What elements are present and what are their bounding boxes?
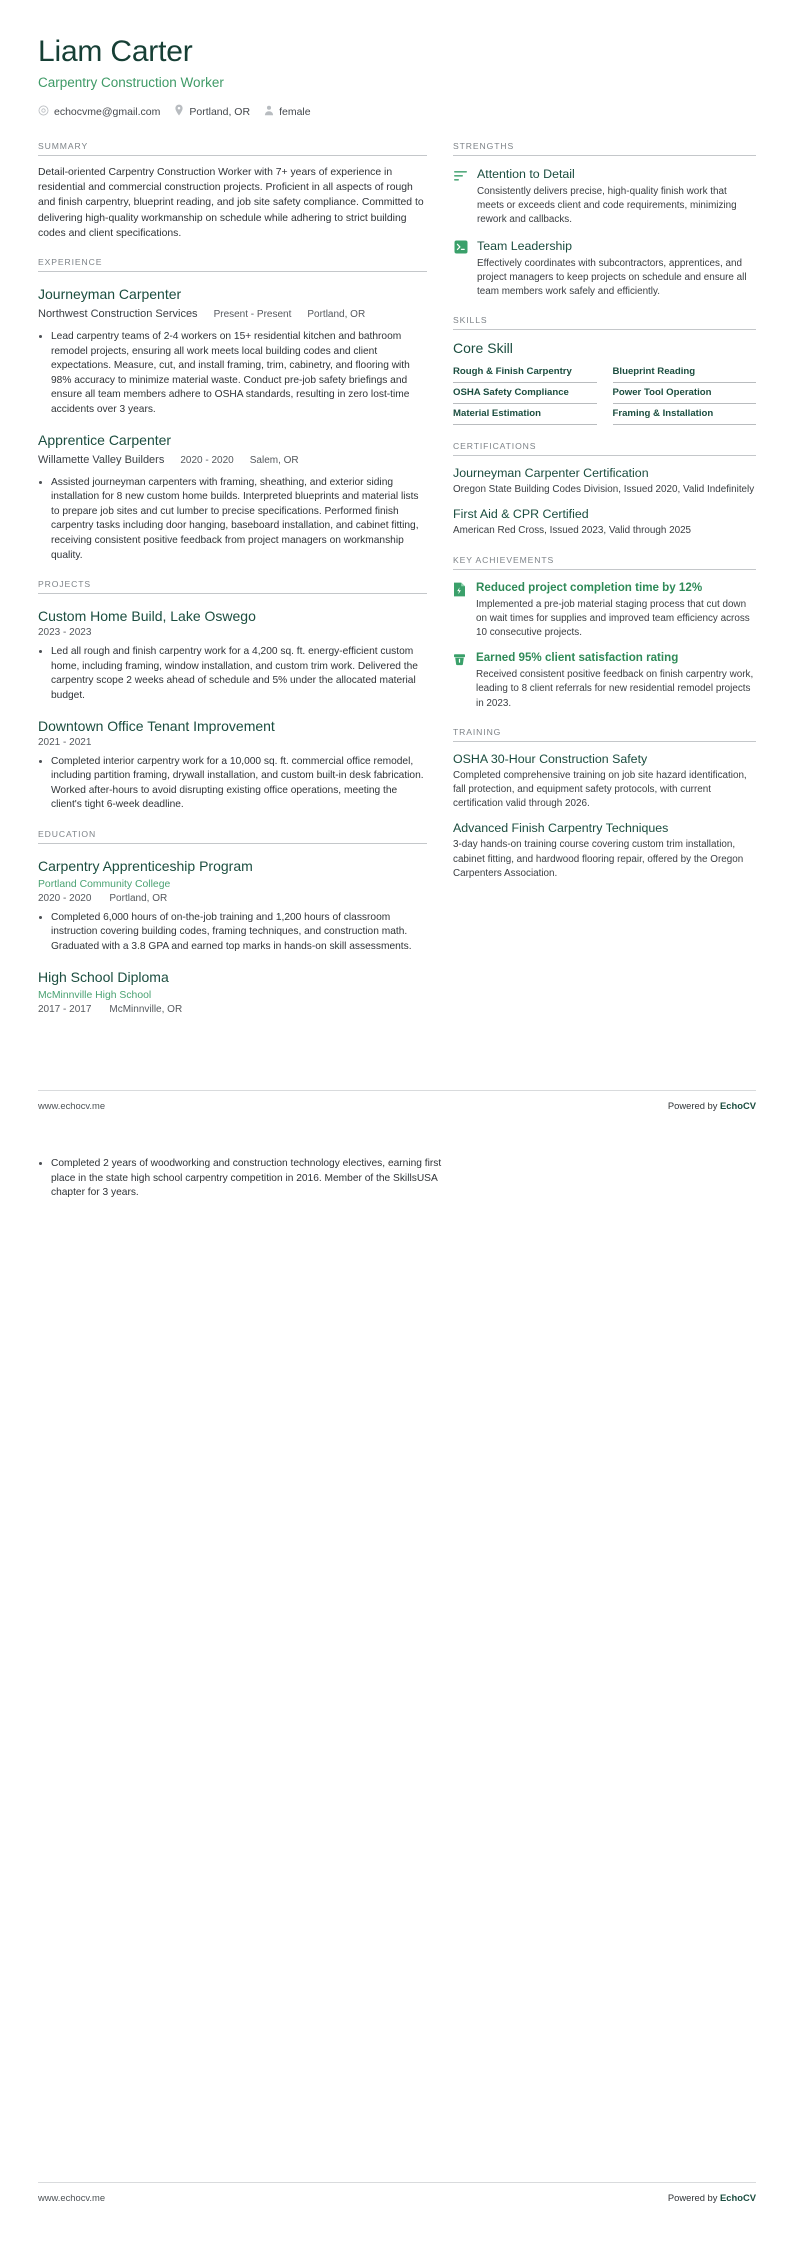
education-section-label: EDUCATION bbox=[38, 828, 97, 839]
training-body: Completed comprehensive training on job site hazard identification, fall protection, and equipment safety protocols, with current certification valid through 2026. bbox=[453, 769, 747, 810]
skill-chip: Power Tool Operation bbox=[613, 383, 757, 404]
training-title: Advanced Finish Carpentry Techniques bbox=[453, 821, 669, 836]
skill-chip: OSHA Safety Compliance bbox=[453, 383, 597, 404]
education-bullets bbox=[38, 910, 427, 955]
strength-body: Consistently delivers precise, high-quality finish work that meets or exceeds client and code requirements, minimizing rework and callbacks. bbox=[477, 186, 737, 226]
divider bbox=[38, 271, 427, 272]
section-experience bbox=[38, 257, 427, 563]
experience-entry bbox=[38, 431, 427, 564]
section-key-achievements bbox=[453, 555, 756, 711]
divider bbox=[453, 455, 756, 456]
experience-meta bbox=[38, 306, 427, 323]
skill-chip-row bbox=[453, 383, 756, 404]
contact-location-text: Portland, OR bbox=[189, 105, 251, 118]
divider bbox=[453, 329, 756, 330]
projects-section-label: PROJECTS bbox=[38, 579, 92, 590]
section-certifications bbox=[453, 441, 756, 538]
contact-gender bbox=[264, 105, 311, 119]
terminal-badge-icon bbox=[453, 240, 468, 255]
contact-row bbox=[38, 104, 756, 119]
divider bbox=[453, 569, 756, 570]
section-education bbox=[38, 829, 427, 1015]
divider bbox=[453, 155, 756, 156]
training-title: OSHA 30-Hour Construction Safety bbox=[453, 751, 648, 766]
experience-location: Portland, OR bbox=[307, 309, 366, 321]
email-icon bbox=[38, 105, 49, 119]
project-entry bbox=[38, 607, 427, 703]
education-bullets-continued bbox=[38, 1156, 458, 1201]
contact-email bbox=[38, 105, 160, 119]
experience-meta bbox=[38, 452, 427, 469]
skill-chip-row bbox=[453, 362, 756, 383]
divider bbox=[38, 593, 427, 594]
footer-powered-prefix: Powered by bbox=[667, 2192, 721, 2203]
experience-section-label: EXPERIENCE bbox=[38, 257, 103, 268]
lines-list-icon bbox=[453, 168, 468, 183]
candidate-name: Liam Carter bbox=[38, 35, 193, 68]
skills-section-label: SKILLS bbox=[453, 315, 488, 326]
experience-location: Salem, OR bbox=[249, 454, 299, 466]
project-bullets bbox=[38, 644, 427, 703]
certifications-section-label: CERTIFICATIONS bbox=[453, 441, 537, 452]
footer-powered-prefix: Powered by bbox=[667, 1100, 721, 1111]
experience-company: Northwest Construction Services bbox=[38, 308, 198, 321]
section-strengths bbox=[453, 141, 756, 299]
certification-item bbox=[453, 506, 756, 538]
skill-chip-grid bbox=[453, 362, 756, 425]
achievement-body: Received consistent positive feedback on finish carpentry work, leading to 8 client referrals for new residential remodel projects in 2023. bbox=[476, 669, 754, 709]
education-school: Portland Community College bbox=[38, 878, 171, 890]
section-summary bbox=[38, 141, 427, 241]
education-entry bbox=[38, 968, 427, 1015]
skill-chip: Blueprint Reading bbox=[613, 362, 757, 383]
resume-header bbox=[38, 34, 756, 123]
project-title: Custom Home Build, Lake Oswego bbox=[38, 608, 256, 625]
training-item bbox=[453, 820, 756, 881]
project-entry bbox=[38, 717, 427, 813]
skill-chip-row bbox=[453, 404, 756, 425]
section-skills bbox=[453, 315, 756, 425]
section-projects bbox=[38, 579, 427, 813]
location-pin-icon bbox=[174, 104, 184, 119]
experience-dates: 2020 - 2020 bbox=[180, 454, 234, 466]
experience-dates: Present - Present bbox=[213, 309, 292, 321]
page-footer bbox=[38, 2182, 756, 2203]
achievement-item bbox=[453, 650, 756, 711]
strengths-section-label: STRENGTHS bbox=[453, 141, 515, 151]
section-training bbox=[453, 727, 756, 881]
footer-brand-name: EchoCV bbox=[720, 2192, 756, 2203]
divider bbox=[453, 741, 756, 742]
contact-gender-text: female bbox=[279, 105, 311, 118]
project-title: Downtown Office Tenant Improvement bbox=[38, 717, 275, 734]
contact-location bbox=[174, 104, 250, 119]
education-location: McMinnville, OR bbox=[109, 1003, 183, 1015]
education-meta bbox=[38, 1004, 427, 1015]
experience-bullets bbox=[38, 329, 427, 418]
left-column bbox=[38, 141, 453, 1015]
certification-item bbox=[453, 465, 756, 497]
footer-site-url[interactable]: www.echocv.me bbox=[38, 1100, 106, 1111]
candidate-role: Carpentry Construction Worker bbox=[38, 75, 224, 90]
project-bullets bbox=[38, 754, 427, 813]
certification-body: Oregon State Building Codes Division, Issued 2020, Valid Indefinitely bbox=[453, 484, 755, 496]
summary-text: Detail-oriented Carpentry Construction Worker with 7+ years of experience in residential and commercial construction projects. Proficient in all aspects of rough and finish carpentry, blueprint reading, and job site safety compliance. Committed to delivering high-quality workmanship on schedule while adhering to strict building codes and client specifications. bbox=[38, 167, 424, 239]
project-dates: 2021 - 2021 bbox=[38, 736, 92, 748]
experience-entry bbox=[38, 285, 427, 418]
education-meta bbox=[38, 893, 427, 904]
skill-chip: Rough & Finish Carpentry bbox=[453, 362, 597, 383]
footer-site-url[interactable]: www.echocv.me bbox=[38, 2192, 106, 2203]
skill-chip: Framing & Installation bbox=[613, 404, 757, 425]
education-title: Carpentry Apprenticeship Program bbox=[38, 857, 253, 874]
list-item: • Led all rough and finish carpentry work for a 4,200 sq. ft. energy-efficient custom home, including framing, window installation, and custom trim work. Delivered the carpentry scope 2 weeks ahead of schedule and 5% under the allocated material budget. bbox=[51, 644, 427, 703]
project-meta bbox=[38, 627, 427, 638]
education-school: McMinnville High School bbox=[38, 989, 152, 1001]
list-item: • Assisted journeyman carpenters with framing, sheathing, and exterior siding installation for 8 new custom home builds. Interpreted blueprints and material lists to prepare job sites and cut lumber to precise specifications. Performed finish carpentry tasks including door hanging, baseboard installation, and cabinet fitting, receiving consistent positive feedback from project managers on workmanship quality. bbox=[51, 475, 427, 564]
two-column-body bbox=[38, 141, 756, 1015]
certification-title: Journeyman Carpenter Certification bbox=[453, 466, 649, 481]
education-location: Portland, OR bbox=[109, 892, 168, 904]
resume-sheet-1 bbox=[0, 0, 794, 1015]
project-dates: 2023 - 2023 bbox=[38, 627, 92, 639]
experience-title: Journeyman Carpenter bbox=[38, 286, 182, 303]
list-item: • Completed 6,000 hours of on-the-job training and 1,200 hours of classroom instruction covering building codes, framing techniques, and construction math. Graduated with a 3.8 GPA and earned top marks in hands-on skill assessments. bbox=[51, 910, 427, 955]
list-item: • Completed 2 years of woodworking and construction technology electives, earning first place in the state high school carpentry competition in 2016. Member of the SkillsUSA chapter for 3 years. bbox=[51, 1156, 458, 1201]
certification-body: American Red Cross, Issued 2023, Valid through 2025 bbox=[453, 525, 692, 537]
footer-powered-by bbox=[668, 2192, 756, 2203]
achievement-title: Reduced project completion time by 12% bbox=[476, 580, 703, 594]
experience-company: Willamette Valley Builders bbox=[38, 453, 165, 466]
strength-body: Effectively coordinates with subcontractors, apprentices, and project managers to keep projects on schedule and ensure all team members work safely and efficiently. bbox=[477, 257, 747, 298]
achievement-item bbox=[453, 580, 756, 641]
right-column bbox=[453, 141, 756, 881]
divider bbox=[38, 843, 427, 844]
achievement-title: Earned 95% client satisfaction rating bbox=[476, 651, 679, 665]
project-meta bbox=[38, 737, 427, 748]
footer-brand-name: EchoCV bbox=[720, 1100, 756, 1111]
divider bbox=[38, 155, 427, 156]
strength-item bbox=[453, 238, 756, 300]
education-entry bbox=[38, 857, 427, 955]
strength-title: Attention to Detail bbox=[477, 167, 575, 181]
certification-title: First Aid & CPR Certified bbox=[453, 507, 589, 522]
skill-chip: Material Estimation bbox=[453, 404, 597, 425]
key-achievements-section-label: KEY ACHIEVEMENTS bbox=[453, 554, 555, 565]
summary-section-label: SUMMARY bbox=[38, 141, 89, 151]
footer-powered-by bbox=[668, 1100, 756, 1111]
experience-title: Apprentice Carpenter bbox=[38, 431, 172, 448]
education-dates: 2020 - 2020 bbox=[38, 892, 92, 904]
strength-item bbox=[453, 166, 756, 228]
trophy-cup-icon bbox=[453, 652, 467, 667]
training-section-label: TRAINING bbox=[453, 726, 502, 737]
experience-bullets bbox=[38, 475, 427, 564]
resume-sheet-2-content bbox=[38, 1150, 458, 1203]
education-title: High School Diploma bbox=[38, 968, 169, 985]
training-body: 3-day hands-on training course covering custom trim installation, cabinet fitting, and hardwood flooring repair, offered by the Oregon Carpenters Association. bbox=[453, 839, 744, 879]
achievement-body: Implemented a pre-job material staging process that cut down on wait times for supplies and improved team efficiency across 10 consecutive projects. bbox=[476, 598, 750, 639]
list-item: • Completed interior carpentry work for a 10,000 sq. ft. commercial office remodel, including partition framing, drywall installation, and custom built-in desk fabrication. Worked after-hours to avoid disrupting existing office operations, meeting the client's tight 6-week deadline. bbox=[51, 754, 427, 813]
person-icon bbox=[264, 105, 274, 119]
education-dates: 2017 - 2017 bbox=[38, 1003, 92, 1015]
document-lightning-icon bbox=[453, 582, 467, 597]
training-item bbox=[453, 751, 756, 812]
page-footer bbox=[38, 1090, 756, 1111]
core-skill-label: Core Skill bbox=[453, 340, 513, 357]
list-item: • Lead carpentry teams of 2-4 workers on 15+ residential kitchen and bathroom remodel projects, ensuring all work meets local building codes and client expectations. Measure, cut, and install framing, trim, cabinetry, and flooring with 98% accuracy to minimize material waste. Conduct pre-job safety briefings and ensure all team members adhere to OSHA standards, resulting in zero lost-time accidents over 3 years. bbox=[51, 329, 427, 418]
contact-email-text: echocvme@gmail.com bbox=[54, 105, 161, 118]
strength-title: Team Leadership bbox=[477, 238, 573, 253]
